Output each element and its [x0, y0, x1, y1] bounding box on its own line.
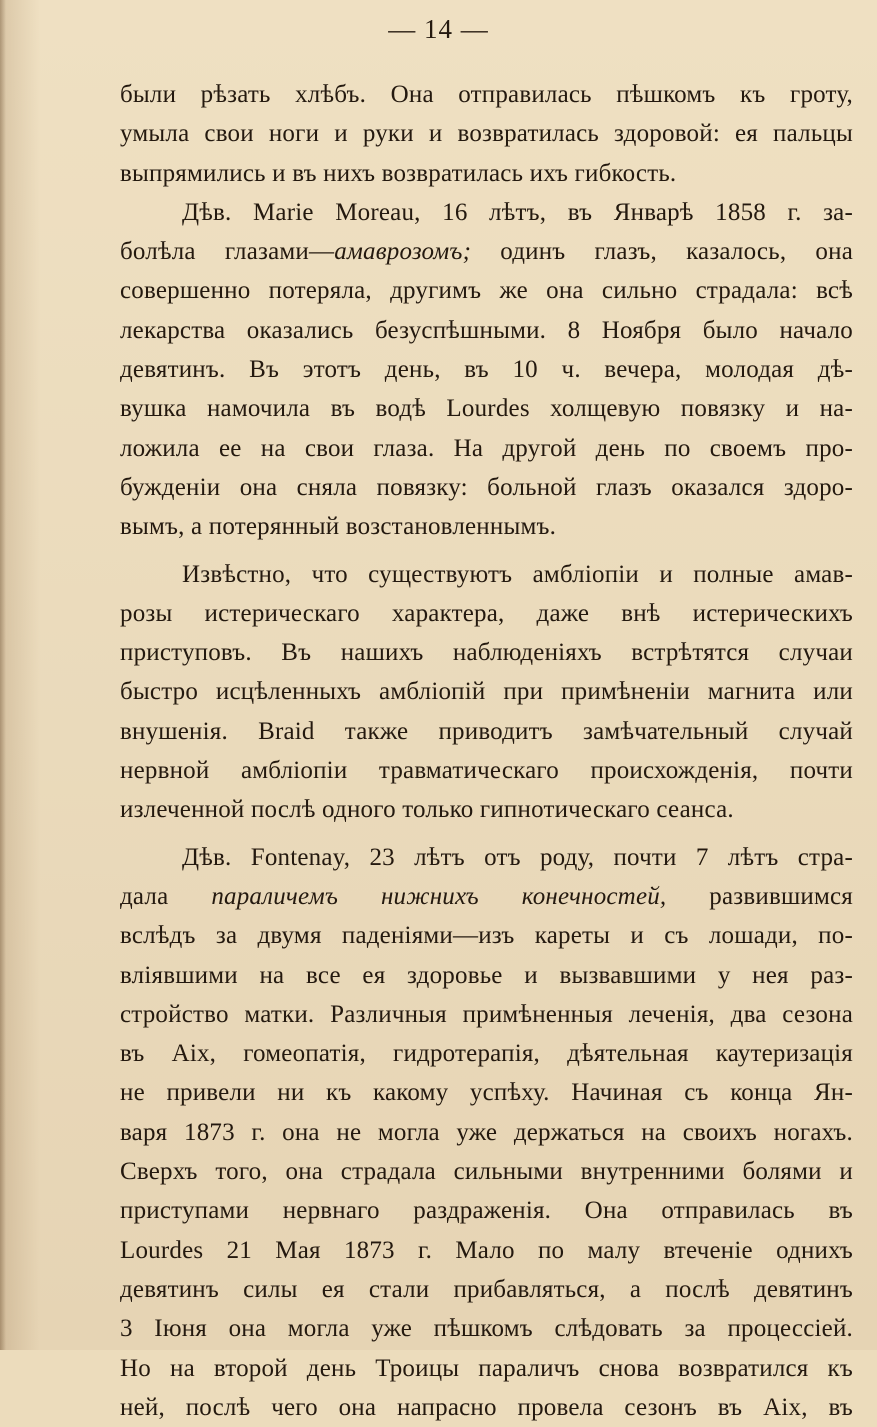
emphasized-text: амаврозомъ; [334, 238, 472, 266]
text-line: вслѣдъ за двумя паденіями—изъ кареты и съ лошади, по- [120, 922, 853, 950]
text-line: 3 Іюня она могла уже пѣшкомъ слѣдовать за процессіей. [120, 1315, 853, 1343]
text-line: Сверхъ того, она страдала сильными внутренними болями и [120, 1158, 853, 1186]
emphasized-text: параличемъ нижнихъ конечностей, [211, 882, 667, 910]
page-number: — 14 — [388, 14, 489, 44]
text-line: внушенія. Braid также приводитъ замѣчательный случай [120, 717, 853, 745]
text-line: не привели ни къ какому успѣху. Начиная съ конца Ян- [120, 1079, 853, 1107]
text-line: приступами нервнаго раздраженія. Она отправилась въ [120, 1197, 853, 1225]
text-line: лекарства оказались безуспѣшными. 8 Ноября было начало [120, 316, 853, 344]
text-line: совершенно потеряла, другимъ же она сильно страдала: всѣ [120, 277, 853, 305]
text-line: бужденіи она сняла повязку: больной глазъ оказался здоро- [120, 473, 853, 501]
text-line: Извѣстно, что существуютъ амбліопіи и полные амав- [182, 560, 853, 588]
text-line: дала параличемъ нижнихъ конечностей, развившимся [120, 882, 853, 910]
text-line: вушка намочила въ водѣ Lourdes холщевую повязку и на- [120, 395, 853, 423]
text-line: умыла свои ноги и руки и возвратилась здоровой: ея пальцы [120, 120, 853, 148]
text-line: приступовъ. Въ нашихъ наблюденіяхъ встрѣтятся случаи [120, 639, 853, 667]
text-line: девятинъ силы ея стали прибавляться, а послѣ девятинъ [120, 1275, 853, 1303]
text-line: ложила ее на свои глаза. На другой день по своемъ про- [120, 434, 853, 462]
text-line: нервной амбліопіи травматическаго происхожденія, почти [120, 757, 853, 785]
text-line: Lourdes 21 Мая 1873 г. Мало по малу втеченіе однихъ [120, 1236, 853, 1264]
text-line: варя 1873 г. она не могла уже держаться на своихъ ногахъ. [120, 1118, 853, 1146]
text-line: Дѣв. Marie Moreau, 16 лѣтъ, въ Январѣ 1858 г. за- [182, 198, 853, 226]
text-line: Дѣв. Fontenay, 23 лѣтъ отъ роду, почти 7 лѣтъ стра- [182, 843, 853, 871]
text-line: стройство матки. Различныя примѣненныя леченія, два сезона [120, 1000, 853, 1028]
text-line: вліявшими на все ея здоровье и вызвавшими у нея раз- [120, 961, 853, 989]
body-text [120, 75, 853, 1427]
text-line: вымъ, а потерянный возстановленнымъ. [120, 513, 557, 541]
text-line: девятинъ. Въ этотъ день, въ 10 ч. вечера, молодая дѣ- [120, 356, 853, 384]
text-line: выпрямились и въ нихъ возвратилась ихъ гибкость. [120, 159, 677, 187]
text-line: быстро исцѣленныхъ амбліопій при примѣненіи магнита или [120, 678, 853, 706]
text-line: излеченной послѣ одного только гипнотическаго сеанса. [120, 796, 734, 824]
text-line: Но на второй день Троицы параличъ снова возвратился къ [120, 1354, 853, 1382]
paragraph-gap [120, 830, 853, 838]
text-line: въ Aix, гомеопатія, гидротерапія, дѣятельная каутеризація [120, 1040, 853, 1068]
text-line: были рѣзать хлѣбъ. Она отправилась пѣшкомъ къ гроту, [120, 81, 853, 108]
text-line: ней, послѣ чего она напрасно провела сезонъ въ Aix, въ [120, 1393, 853, 1421]
text-line: болѣла глазами—амаврозомъ; одинъ глазъ, казалось, она [120, 238, 853, 266]
text-line: розы истерическаго характера, даже внѣ истерическихъ [120, 599, 853, 627]
page-spine-shadow [0, 0, 6, 1350]
paragraph-gap [120, 547, 853, 555]
